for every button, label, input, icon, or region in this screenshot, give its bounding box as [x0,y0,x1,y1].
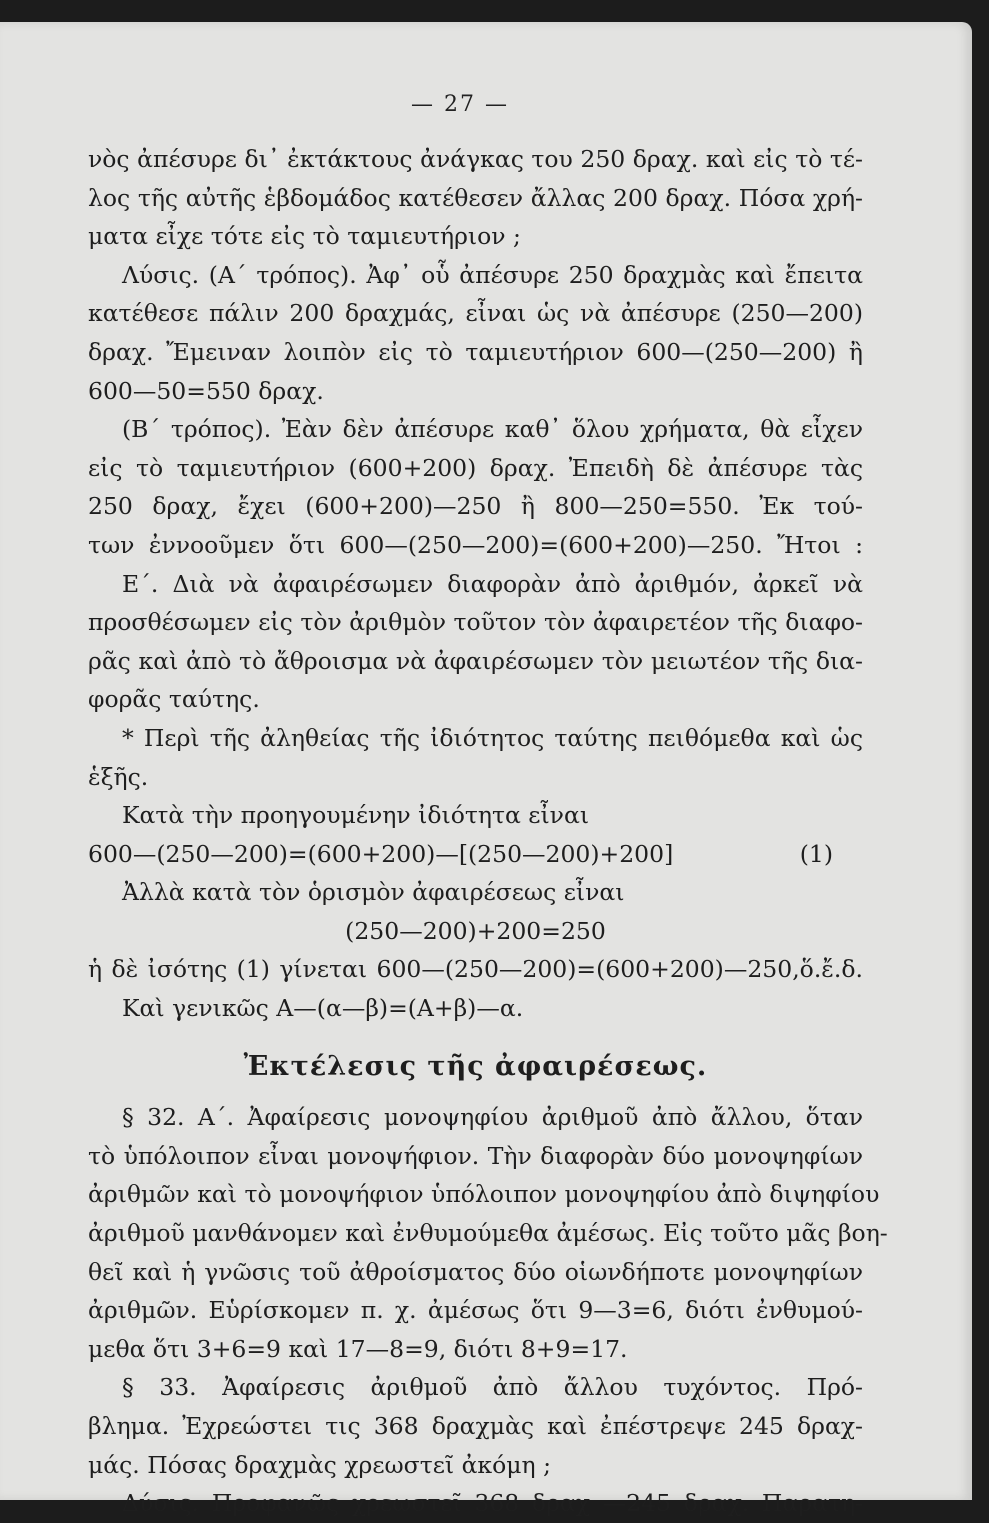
general-formula: Καὶ γενικῶς Α—(α—β)=(Α+β)—α. [122,994,524,1023]
section-heading: Ἐκτέλεσις τῆς ἀφαιρέσεως. [243,1050,708,1082]
text-line: νὸς ἀπέσυρε δι᾿ ἐκτάκτους ἀνάγκας του 250 δραχ. καὶ εἰς τὸ τέ- [88,145,863,173]
text-line: ἀριθμῶν. Εὑρίσκομεν π. χ. ἀμέσως ὅτι 9—3=6, διότι ἐνθυμού- [88,1296,863,1325]
text-line: δραχ. Ἔμειναν λοιπὸν εἰς τὸ ταμιευτήριον 600—(250—200) ἢ [88,337,863,366]
text-line: § 33. Ἀφαίρεσις ἀριθμοῦ ἀπὸ ἄλλου τυχόντος. Πρό- [122,1373,863,1402]
text-line: § 32. Α΄. Ἀφαίρεσις μονοψηφίου ἀριθμοῦ ἀπὸ ἄλλου, ὅταν [122,1103,863,1132]
text-line: Λύσις. (Α΄ τρόπος). Ἀφ᾿ οὗ ἀπέσυρε 250 δραχμὰς καὶ ἔπειτα [122,260,863,289]
text-line: * Περὶ τῆς ἀληθείας τῆς ἰδιότητος ταύτης πειθόμεθα καὶ ὡς [122,723,863,752]
page-number: — 27 — [411,92,509,117]
book-page [0,22,972,1518]
rule-statement-line: προσθέσωμεν εἰς τὸν ἀριθμὸν τοῦτον τὸν ἀφαιρετέον τῆς διαφο- [88,608,863,637]
text-line: Δύσις. Προφανῶς χρεωστεῖ 368 δραχ —245 δραχ. Παρατη- [122,1489,863,1518]
text-line: βλημα. Ἐχρεώστει τις 368 δραχμὰς καὶ ἐπέστρεψε 245 δραχ- [88,1412,863,1440]
text-line: ἑξῆς. [88,762,149,791]
equation-2: (250—200)+200=250 [345,916,606,945]
rule-statement-line: Ε΄. Διὰ νὰ ἀφαιρέσωμεν διαφορὰν ἀπὸ ἀριθμόν, ἀρκεῖ νὰ [122,569,863,598]
rule-statement-line: φορᾶς ταύτης. [88,685,260,714]
text-line: ἡ δὲ ἰσότης (1) γίνεται 600—(250—200)=(600+200)—250,ὅ.ἔ.δ. [88,955,863,984]
text-line: κατέθεσε πάλιν 200 δραχμάς, εἶναι ὡς νὰ ἀπέσυρε (250—200) [88,299,863,328]
text-line: Κατὰ τὴν προηγουμένην ἰδιότητα εἶναι [122,801,590,830]
equation-1-row [88,835,863,874]
text-line: τὸ ὑπόλοιπον εἶναι μονοψήφιον. Τὴν διαφορὰν δύο μονοψηφίων [88,1141,863,1170]
text-line: 250 δραχ, ἔχει (600+200)—250 ἢ 800—250=550. Ἐκ τού- [88,492,863,521]
text-line: Ἀλλὰ κατὰ τὸν ὁρισμὸν ἀφαιρέσεως εἶναι [122,878,625,907]
text-line: ματα εἶχε τότε εἰς τὸ ταμιευτήριον ; [88,222,521,251]
text-line: ἀριθμοῦ μανθάνομεν καὶ ἐνθυμούμεθα ἀμέσως. Εἰς τοῦτο μᾶς βοη- [88,1219,888,1248]
text-line: λος τῆς αὐτῆς ἑβδομάδος κατέθεσεν ἄλλας 200 δραχ. Πόσα χρή- [88,183,863,212]
text-block [88,140,888,1523]
equation-1-number: (1) [799,839,833,868]
text-line: εἰς τὸ ταμιευτήριον (600+200) δραχ. Ἐπειδὴ δὲ ἀπέσυρε τὰς [88,453,863,482]
text-line: των ἐννοοῦμεν ὅτι 600—(250—200)=(600+200)—250. Ἤτοι : [88,530,863,559]
text-line: (Β΄ τρόπος). Ἐὰν δὲν ἀπέσυρε καθ᾿ ὅλου χρήματα, θὰ εἶχεν [122,415,863,444]
text-line: θεῖ καὶ ἡ γνῶσις τοῦ ἀθροίσματος δύο οἱωνδήποτε μονοψηφίων [88,1257,863,1286]
text-line: μάς. Πόσας δραχμὰς χρεωστεῖ ἀκόμη ; [88,1450,552,1479]
rule-statement-line: ρᾶς καὶ ἀπὸ τὸ ἄθροισμα νὰ ἀφαιρέσωμεν τὸν μειωτέον τῆς δια- [88,646,863,675]
equation-1: 600—(250—200)=(600+200)—[(250—200)+200] [88,839,674,868]
text-line: ἀριθμῶν καὶ τὸ μονοψήφιον ὑπόλοιπον μονοψηφίου ἀπὸ διψηφίου [88,1180,880,1209]
text-line: μεθα ὅτι 3+6=9 καὶ 17—8=9, διότι 8+9=17. [88,1334,628,1363]
text-line: 600—50=550 δραχ. [88,376,324,405]
